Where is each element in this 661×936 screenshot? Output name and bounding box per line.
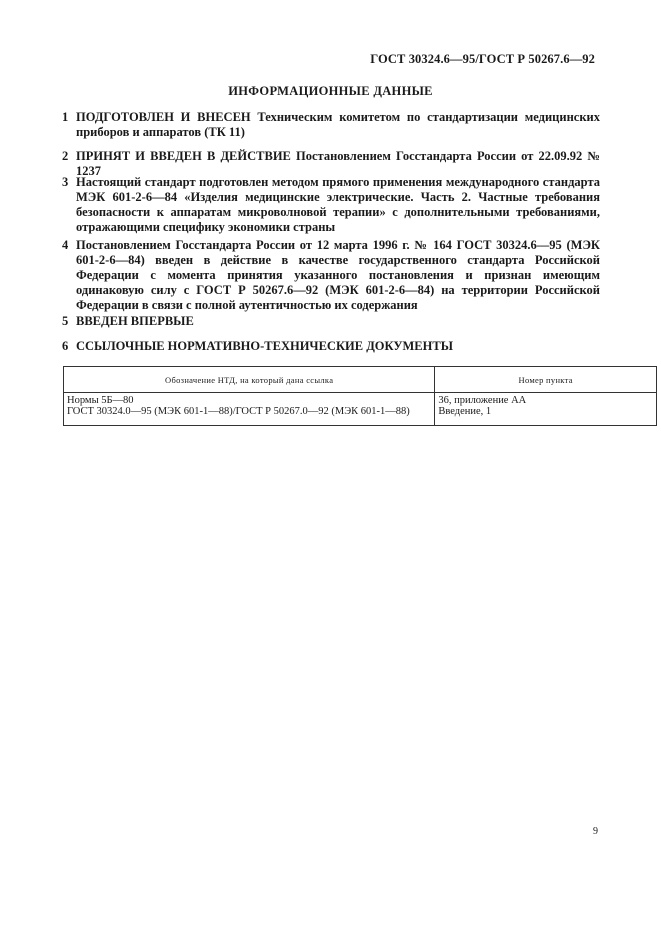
document-ref: ГОСТ 30324.0—95 (МЭК 601-1—88)/ГОСТ Р 50267.0—92 (МЭК 601-1—88)	[67, 406, 410, 417]
references-table	[63, 366, 657, 426]
info-item-5	[62, 314, 600, 329]
cell-documents	[64, 393, 435, 426]
item-text: Настоящий стандарт подготовлен методом прямого применения международного стандарта МЭК 601-2-6—84 «Изделия медицинские электрические. Часть 2. Частные требования безопасности к аппаратам микроволновой терапии» с дополнительными требованиями, отражающими специфику экономики страны	[76, 175, 600, 234]
column-header-document: Обозначение НТД, на который дана ссылка	[64, 367, 435, 393]
table-header-row	[64, 367, 657, 393]
item-text: ПРИНЯТ И ВВЕДЕН В ДЕЙСТВИЕ Постановлением Госстандарта России от 22.09.92 № 1237	[76, 149, 600, 178]
item-text: ССЫЛОЧНЫЕ НОРМАТИВНО-ТЕХНИЧЕСКИЕ ДОКУМЕНТЫ	[76, 339, 453, 353]
item-number: 1	[62, 110, 69, 124]
clause-ref: 36, приложение АА	[438, 395, 527, 406]
table-row	[64, 393, 657, 426]
info-item-3	[62, 175, 600, 235]
info-item-1	[62, 110, 600, 140]
item-text: Постановлением Госстандарта России от 12 марта 1996 г. № 164 ГОСТ 30324.6—95 (МЭК 601-2-6—84) введен в действие в качестве государственного стандарта Российской Федерации с момента принятия указанного постановления и признан имеющим одинаковую силу с ГОСТ Р 50267.6—92 (МЭК 601-2-6—84) на территории Российской Федерации в связи с полной аутентичностью их содержания	[76, 238, 600, 312]
document-ref: Нормы 5Б—80	[67, 395, 134, 406]
item-number: 5	[62, 314, 69, 328]
item-text: ПОДГОТОВЛЕН И ВНЕСЕН Техническим комитетом по стандартизации медицинских приборов и аппаратов (ТК 11)	[76, 110, 600, 139]
column-header-clause: Номер пункта	[435, 367, 657, 393]
info-item-6	[62, 339, 600, 354]
section-title: ИНФОРМАЦИОННЫЕ ДАННЫЕ	[228, 84, 433, 98]
cell-clauses	[435, 393, 657, 426]
item-number: 2	[62, 149, 69, 163]
item-number: 3	[62, 175, 69, 189]
item-text: ВВЕДЕН ВПЕРВЫЕ	[76, 314, 194, 328]
item-number: 6	[62, 339, 69, 353]
info-item-4	[62, 238, 600, 313]
item-number: 4	[62, 238, 69, 252]
clause-ref: Введение, 1	[438, 406, 492, 417]
document-header: ГОСТ 30324.6—95/ГОСТ Р 50267.6—92	[370, 52, 595, 66]
page-number: 9	[593, 826, 598, 837]
